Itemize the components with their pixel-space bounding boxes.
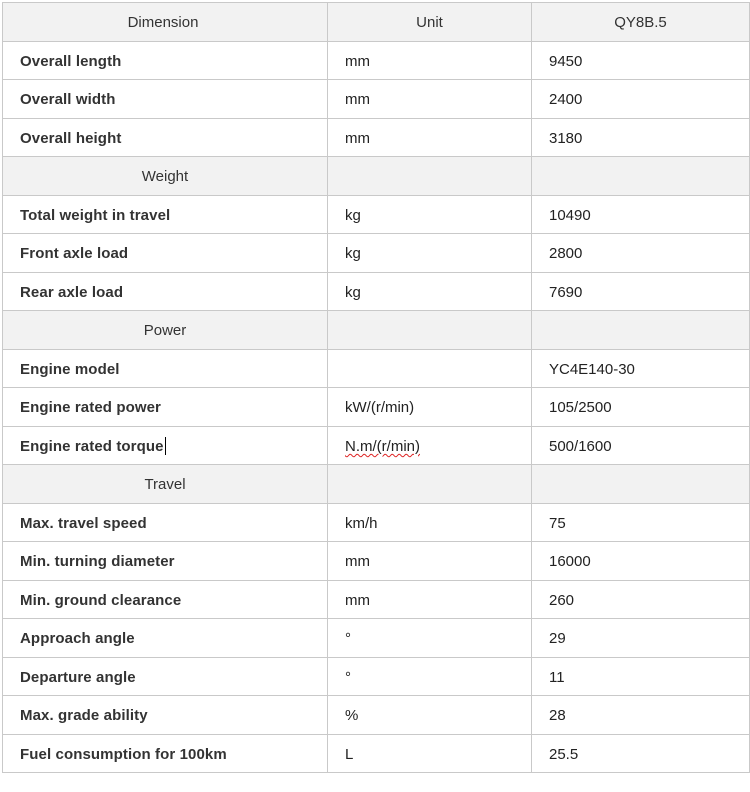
row-label: Engine rated power xyxy=(3,388,328,427)
row-label: Front axle load xyxy=(3,234,328,273)
section-empty-value xyxy=(532,157,750,196)
row-unit xyxy=(328,350,532,389)
section-label: Weight xyxy=(3,157,328,196)
row-unit: % xyxy=(328,696,532,735)
row-label: Departure angle xyxy=(3,658,328,697)
row-unit: mm xyxy=(328,42,532,81)
row-label: Min. turning diameter xyxy=(3,542,328,581)
row-value: 500/1600 xyxy=(532,427,750,466)
row-value: 75 xyxy=(532,504,750,543)
table-row xyxy=(3,350,750,389)
table-row xyxy=(3,388,750,427)
table-row xyxy=(3,542,750,581)
row-label: Overall width xyxy=(3,80,328,119)
spellcheck-underlined-unit: N.m/(r/min) xyxy=(345,437,420,455)
section-empty-value xyxy=(532,465,750,504)
row-label: Overall height xyxy=(3,119,328,158)
row-label: Overall length xyxy=(3,42,328,81)
row-value: 29 xyxy=(532,619,750,658)
table-header-row xyxy=(3,3,750,42)
row-unit: kg xyxy=(328,273,532,312)
header-dimension: Dimension xyxy=(3,3,328,42)
section-empty-value xyxy=(532,311,750,350)
row-label: Engine model xyxy=(3,350,328,389)
table-row xyxy=(3,735,750,774)
table-row xyxy=(3,696,750,735)
row-unit: kW/(r/min) xyxy=(328,388,532,427)
row-value: 105/2500 xyxy=(532,388,750,427)
row-value: 10490 xyxy=(532,196,750,235)
row-value: 3180 xyxy=(532,119,750,158)
table-row xyxy=(3,504,750,543)
section-label: Travel xyxy=(3,465,328,504)
row-unit: L xyxy=(328,735,532,774)
table-row xyxy=(3,80,750,119)
row-value: 2400 xyxy=(532,80,750,119)
section-label: Power xyxy=(3,311,328,350)
section-row-weight xyxy=(3,157,750,196)
section-empty-unit xyxy=(328,311,532,350)
row-value: 7690 xyxy=(532,273,750,312)
section-empty-unit xyxy=(328,465,532,504)
table-row xyxy=(3,234,750,273)
table-row xyxy=(3,196,750,235)
row-unit: kg xyxy=(328,196,532,235)
table-row xyxy=(3,427,750,466)
table-row xyxy=(3,119,750,158)
row-unit: ° xyxy=(328,619,532,658)
row-label-editing[interactable] xyxy=(3,427,328,466)
row-unit: mm xyxy=(328,119,532,158)
header-unit: Unit xyxy=(328,3,532,42)
section-empty-unit xyxy=(328,157,532,196)
spec-table xyxy=(2,2,750,773)
row-value: 9450 xyxy=(532,42,750,81)
row-label: Min. ground clearance xyxy=(3,581,328,620)
row-value: 260 xyxy=(532,581,750,620)
table-row xyxy=(3,581,750,620)
row-label: Max. travel speed xyxy=(3,504,328,543)
table-row xyxy=(3,658,750,697)
row-label: Rear axle load xyxy=(3,273,328,312)
row-label-text: Engine rated torque xyxy=(20,437,164,455)
row-value: 2800 xyxy=(532,234,750,273)
row-unit: km/h xyxy=(328,504,532,543)
row-unit: mm xyxy=(328,542,532,581)
row-value: 16000 xyxy=(532,542,750,581)
section-row-power xyxy=(3,311,750,350)
table-row xyxy=(3,42,750,81)
table-row xyxy=(3,273,750,312)
row-label: Approach angle xyxy=(3,619,328,658)
row-unit: ° xyxy=(328,658,532,697)
row-value: 25.5 xyxy=(532,735,750,774)
row-unit xyxy=(328,427,532,466)
row-label: Total weight in travel xyxy=(3,196,328,235)
row-value: 28 xyxy=(532,696,750,735)
row-label: Fuel consumption for 100km xyxy=(3,735,328,774)
row-value: YC4E140-30 xyxy=(532,350,750,389)
row-unit: mm xyxy=(328,581,532,620)
row-value: 11 xyxy=(532,658,750,697)
section-row-travel xyxy=(3,465,750,504)
header-model: QY8B.5 xyxy=(532,3,750,42)
row-label: Max. grade ability xyxy=(3,696,328,735)
row-unit: mm xyxy=(328,80,532,119)
table-row xyxy=(3,619,750,658)
text-cursor xyxy=(165,437,167,455)
row-unit: kg xyxy=(328,234,532,273)
